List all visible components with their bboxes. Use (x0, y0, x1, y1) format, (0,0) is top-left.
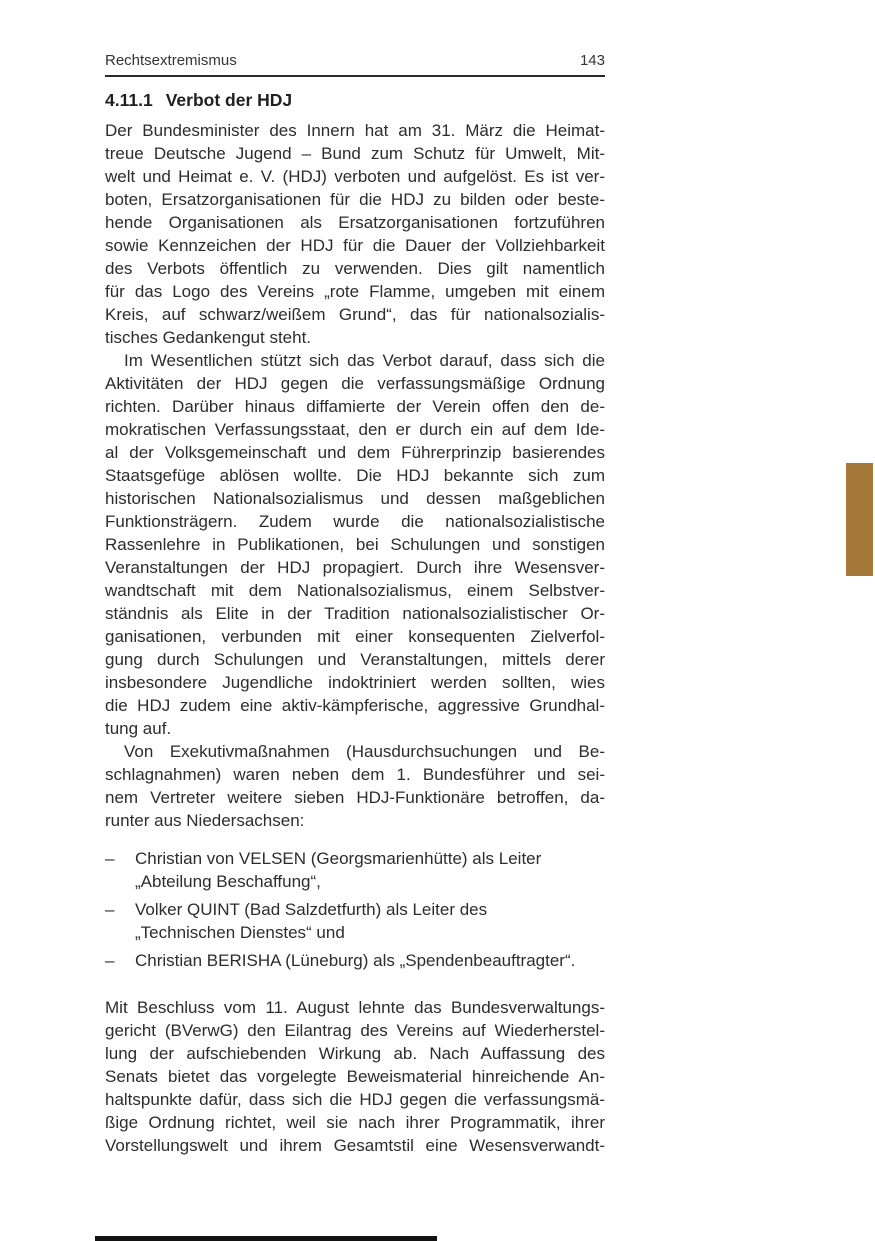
text-line: schlagnahmen) waren neben dem 1. Bundesführer und sei- (105, 764, 605, 784)
text-line: Mit Beschluss vom 11. August lehnte das Bundesverwaltungs- (105, 997, 605, 1017)
text-line: Der Bundesminister des Innern hat am 31. März die Heimat- (105, 120, 605, 140)
text-line: treue Deutsche Jugend – Bund zum Schutz für Umwelt, Mit- (105, 143, 605, 163)
dash-bullet: – (105, 950, 115, 970)
text-line: Staatsgefüge ablösen wollte. Die HDJ bekannte sich zum (105, 465, 605, 485)
body-content (105, 119, 605, 1157)
text-line: „Abteilung Beschaffung“, (135, 871, 321, 891)
text-line: welt und Heimat e. V. (HDJ) verboten und aufgelöst. Es ist ver- (105, 166, 605, 186)
section-number: 4.11.1 (105, 89, 153, 110)
text-line: Rassenlehre in Publikationen, bei Schulungen und sonstigen (105, 534, 605, 554)
page-header (105, 52, 605, 70)
dash-bullet: – (105, 848, 115, 868)
text-line: Im Wesentlichen stützt sich das Verbot darauf, dass sich die (124, 350, 605, 370)
header-rule (105, 75, 605, 77)
text-line: wandtschaft mit dem Nationalsozialismus, einem Selbstver- (105, 580, 605, 600)
text-line: Christian von VELSEN (Georgsmarienhütte) als Leiter (135, 848, 542, 868)
text-line: hende Organisationen als Ersatzorganisationen fortzuführen (105, 212, 605, 232)
text-line: sowie Kennzeichen der HDJ für die Dauer der Vollziehbarkeit (105, 235, 605, 255)
list-item (105, 949, 605, 972)
text-line: insbesondere Jugendliche indoktriniert werden sollten, wies (105, 672, 605, 692)
section-heading (105, 89, 605, 111)
text-line: Aktivitäten der HDJ gegen die verfassungsmäßige Ordnung (105, 373, 605, 393)
text-line: Kreis, auf schwarz/weißem Grund“, das für nationalsozialis- (105, 304, 605, 324)
list-item (105, 847, 605, 893)
text-line: Von Exekutivmaßnahmen (Hausdurchsuchungen und Be- (124, 741, 605, 761)
footer-bar (95, 1236, 437, 1241)
text-line: Christian BERISHA (Lüneburg) als „Spendenbeauftragter“. (135, 950, 576, 970)
text-column (105, 52, 605, 1157)
chapter-thumb-tab (846, 463, 873, 576)
text-line: Funktionsträgern. Zudem wurde die nationalsozialistische (105, 511, 605, 531)
text-line: für das Logo des Vereins „rote Flamme, umgeben mit einem (105, 281, 605, 301)
paragraph (105, 119, 605, 349)
text-line: gung durch Schulungen und Veranstaltungen, mittels derer (105, 649, 605, 669)
text-line: Volker QUINT (Bad Salzdetfurth) als Leiter des (135, 899, 488, 919)
text-line: die HDJ zudem eine aktiv-kämpferische, aggressive Grundhal- (105, 695, 605, 715)
text-line: „Technischen Dienstes“ und (135, 922, 345, 942)
paragraph (105, 740, 605, 832)
text-line: richten. Darüber hinaus diffamierte der Verein offen den de- (105, 396, 605, 416)
section-title: Verbot der HDJ (165, 89, 293, 110)
text-line: ganisationen, verbunden mit einer konsequenten Zielverfol- (105, 626, 605, 646)
text-line: Veranstaltungen der HDJ propagiert. Durch ihre Wesensver- (105, 557, 605, 577)
text-line: nem Vertreter weitere sieben HDJ-Funktionäre betroffen, da- (105, 787, 605, 807)
text-line: historischen Nationalsozialismus und dessen maßgeblichen (105, 488, 605, 508)
running-title: Rechtsextremismus (105, 52, 237, 69)
text-line: gericht (BVerwG) den Eilantrag des Vereins auf Wiederherstel- (105, 1020, 605, 1040)
list-item (105, 898, 605, 944)
text-line: haltspunkte dafür, dass sich die HDJ gegen die verfassungsmä- (105, 1089, 605, 1109)
text-line: Senats bietet das vorgelegte Beweismaterial hinreichende An- (105, 1066, 605, 1086)
text-line: lung der aufschiebenden Wirkung ab. Nach Auffassung des (105, 1043, 605, 1063)
text-line: Vorstellungswelt und ihrem Gesamtstil eine Wesensverwandt- (105, 1135, 605, 1155)
dash-bullet: – (105, 899, 115, 919)
text-line: al der Volksgemeinschaft und dem Führerprinzip basierendes (105, 442, 605, 462)
page-number: 143 (579, 52, 605, 69)
officials-list (105, 847, 605, 972)
paragraph (105, 349, 605, 740)
text-line: boten, Ersatzorganisationen für die HDJ zu bilden oder beste- (105, 189, 605, 209)
text-line: des Verbots öffentlich zu verwenden. Dies gilt namentlich (105, 258, 605, 278)
text-line: tisches Gedankengut steht. (105, 327, 312, 347)
text-line: ßige Ordnung richtet, weil sie nach ihrer Programmatik, ihrer (105, 1112, 605, 1132)
text-line: ständnis als Elite in der Tradition nationalsozialistischer Or- (105, 603, 605, 623)
text-line: mokratischen Verfassungsstaat, den er durch ein auf dem Ide- (105, 419, 605, 439)
text-line: tung auf. (105, 718, 172, 738)
paragraph (105, 996, 605, 1157)
text-line: runter aus Niedersachsen: (105, 810, 305, 830)
